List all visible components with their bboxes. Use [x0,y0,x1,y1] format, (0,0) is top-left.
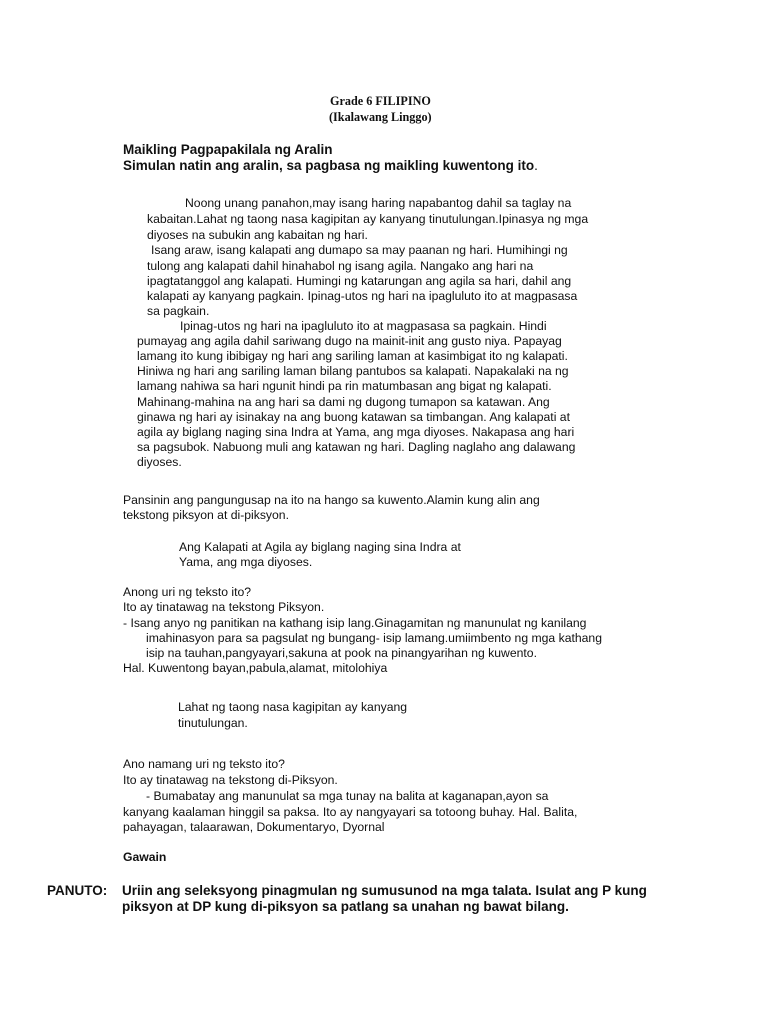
definition-line: isip na tauhan,pangyayari,sakuna at pook na pinangyarihan ng kuwento. [146,646,537,660]
story-line: lamang nahiwa sa hari ngunit hindi pa rin matumbasan ang bigat ng kalapati. [137,379,552,393]
story-line: Isang araw, isang kalapati ang dumapo sa may paanan ng hari. Humihingi ng [151,243,568,257]
definition-line: - Bumabatay ang manunulat sa mga tunay na balita at kaganapan,ayon sa [146,789,549,803]
story-line: Hiniwa ng hari ang sariling laman bilang pantubos sa kalapati. Napakalaki na ng [137,364,569,378]
section1-line: tekstong piksyon at di-piksyon. [123,508,289,522]
panuto-line: piksyon at DP kung di-piksyon sa patlang sa unahan ng bawat bilang. [122,899,569,914]
story-line: kalapati ay kanyang pagkain. Ipinag-utos ng hari na ipagluluto ito at magpasasa [147,289,578,303]
quote-line: Yama, ang mga diyoses. [179,555,313,569]
story-line: diyoses na subukin ang kabaitan ng hari. [147,228,368,242]
story-line: sa pagkain. [147,304,210,318]
story-line: lamang ito kung ibibigay ng hari ang sariling laman at kasimbigat ito ng kalapati. [137,349,568,363]
answer-text: Ito ay tinatawag na tekstong Piksyon. [123,600,325,614]
question-text: Ano namang uri ng teksto ito? [123,757,285,771]
story-line: pumayag ang agila dahil sariwang dugo na mainit-init ang gusto niya. Papayag [137,334,562,348]
quote-line: Lahat ng taong nasa kagipitan ay kanyang [178,700,408,714]
story-line: tulong ang kalapati dahil hinahabol ng isang agila. Nangako ang hari na [147,259,534,273]
quote-line: Ang Kalapati at Agila ay biglang naging sina Indra at [179,540,461,554]
story-line: diyoses. [137,455,182,469]
intro-heading: Maikling Pagpapakilala ng Aralin [123,142,333,157]
answer-text: Ito ay tinatawag na tekstong di-Piksyon. [123,773,338,787]
question-text: Anong uri ng teksto ito? [123,585,252,599]
gawain-heading: Gawain [123,850,167,864]
panuto-line: Uriin ang seleksyong pinagmulan ng sumusunod na mga talata. Isulat ang P kung [122,883,647,898]
intro-instruction: Simulan natin ang aralin, sa pagbasa ng maikling kuwentong ito. [123,158,538,173]
document-title: Grade 6 FILIPINO [330,94,431,108]
quote-line: tinutulungan. [178,716,248,730]
story-line: sa pagsubok. Nabuong muli ang katawan ng hari. Dagling naglaho ang dalawang [137,440,576,454]
story-line: agila ay biglang naging sina Indra at Yama, ang mga diyoses. Nakapasa ang hari [137,425,575,439]
definition-line: kanyang kaalaman hinggil sa paksa. Ito ay nangyayari sa totoong buhay. Hal. Balita, [123,805,578,819]
example-line: Hal. Kuwentong bayan,pabula,alamat, mitolohiya [123,661,388,675]
document-subtitle: (Ikalawang Linggo) [329,110,432,124]
story-line: ginawa ng hari ay isinakay na ang buong katawan sa timbangan. Ang kalapati at [137,410,570,424]
definition-line: - Isang anyo ng panitikan na kathang isip lang.Ginagamitan ng manunulat ng kanilang [123,616,587,630]
story-line: Noong unang panahon,may isang haring napabantog dahil sa taglay na [185,196,572,210]
story-line: ipagtatanggol ang kalapati. Humingi ng katarungan ang agila sa hari, dahil ang [147,274,572,288]
definition-line: imahinasyon para sa pagsulat ng bungang- isip lamang.umiimbento ng mga kathang [146,631,602,645]
story-line: Ipinag-utos ng hari na ipagluluto ito at magpasasa sa pagkain. Hindi [180,319,547,333]
story-line: Mahinang-mahina na ang hari sa dami ng dugong tumapon sa katawan. Ang [137,395,550,409]
definition-line: pahayagan, talaarawan, Dokumentaryo, Dyornal [123,820,385,834]
section1-line: Pansinin ang pangungusap na ito na hango sa kuwento.Alamin kung alin ang [123,493,540,507]
story-line: kabaitan.Lahat ng taong nasa kagipitan ay kanyang tinutulungan.Ipinasya ng mga [147,212,589,226]
panuto-label: PANUTO: [47,883,108,898]
